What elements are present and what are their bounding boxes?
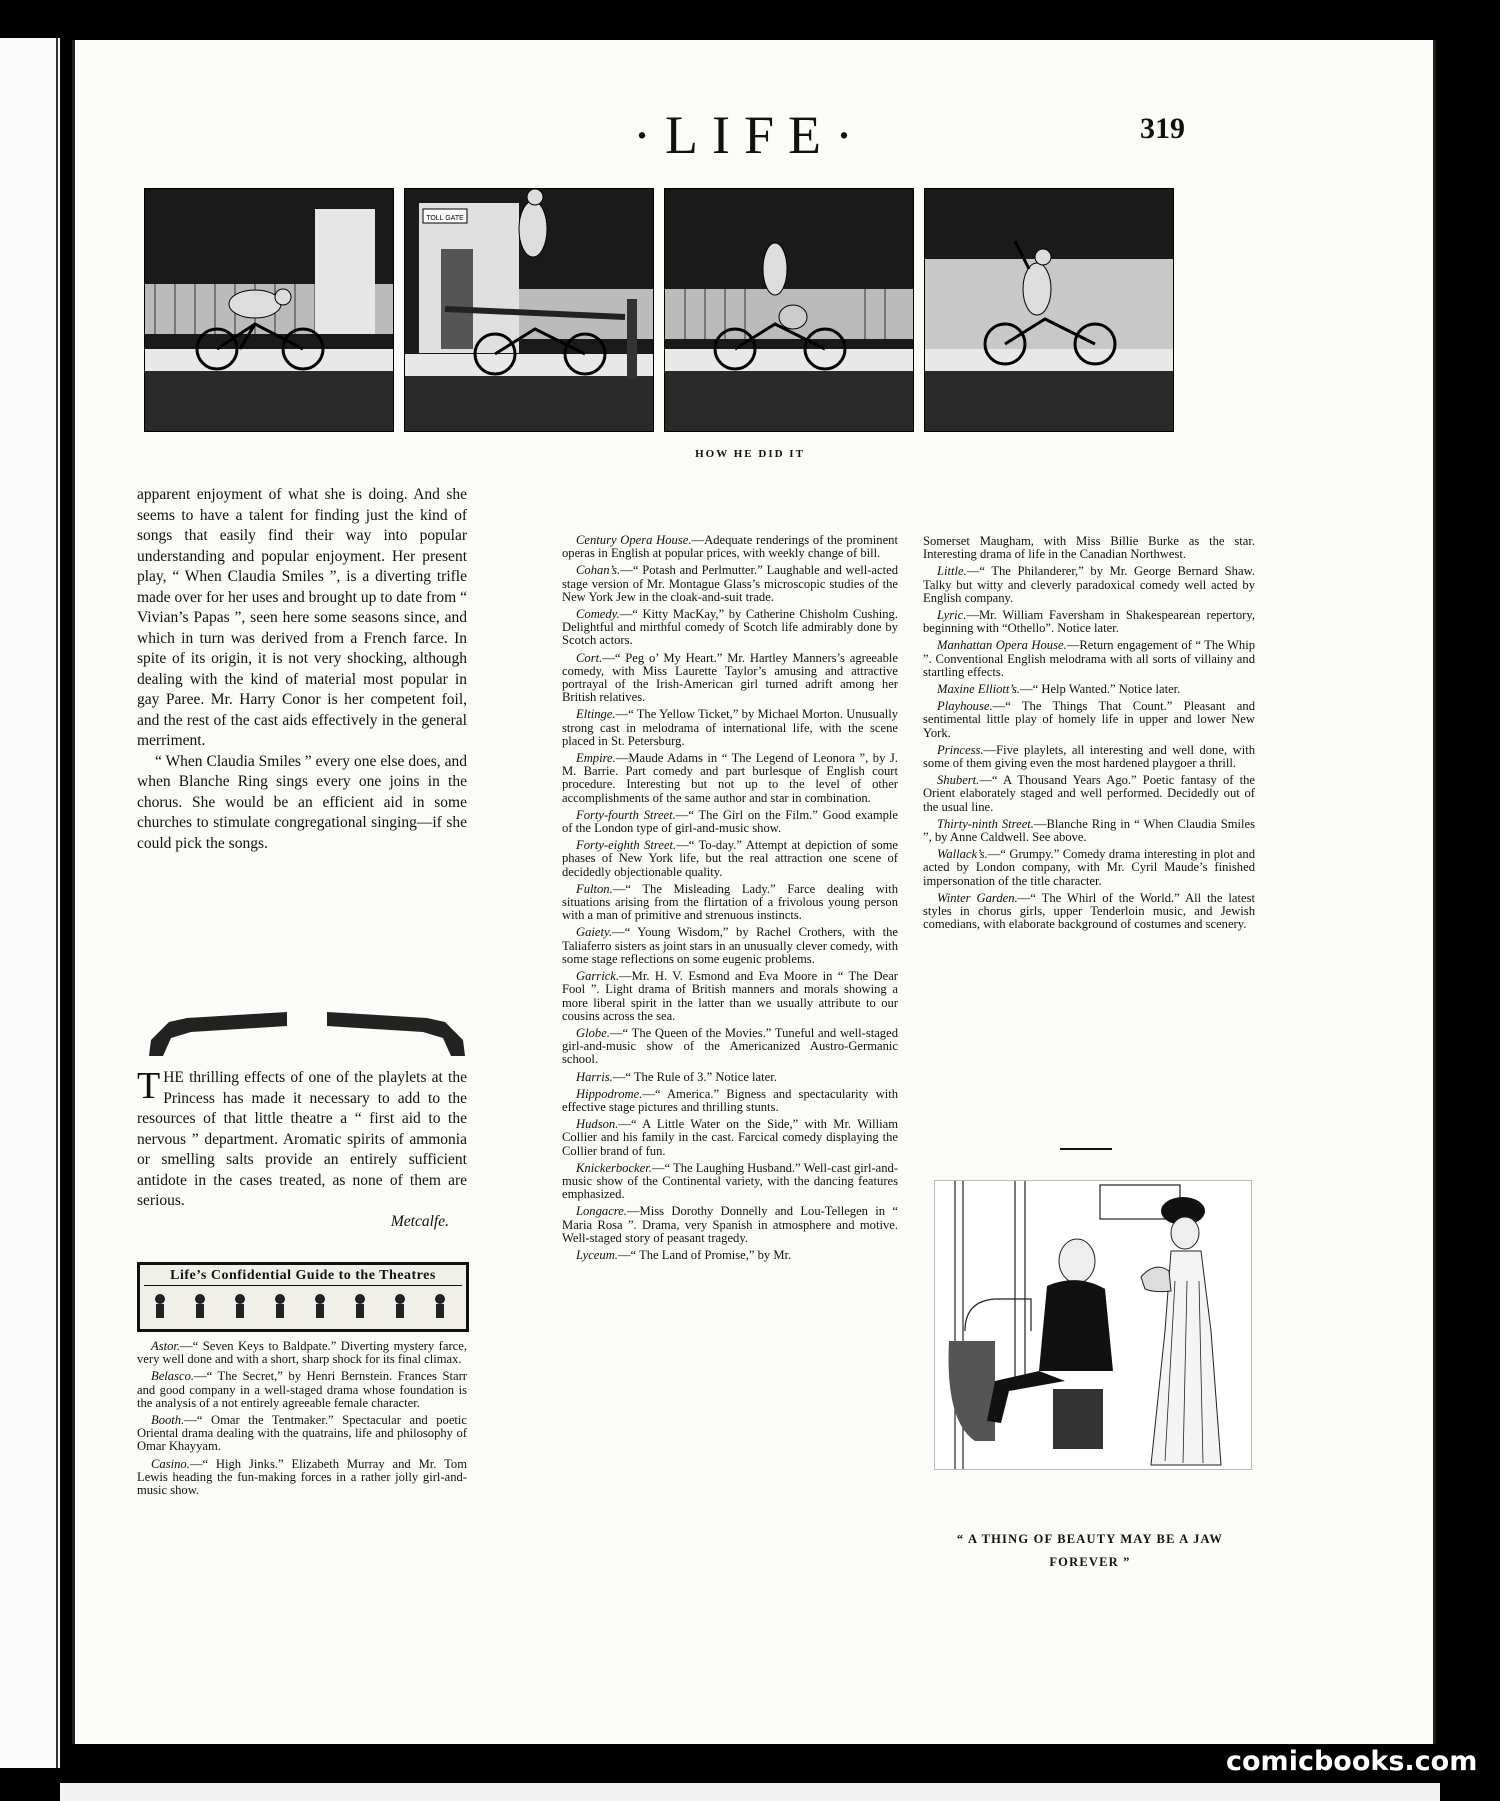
drop-cap: T [137,1065,161,1107]
guide-entry: Knickerbocker.—“ The Laughing Husband.” Well-cast girl-and-music show of the Continental variety, with the dancing features emphasized. [562,1160,899,1202]
guide-entry: Maxine Elliott’s.—“ Help Wanted.” Notice later. [937,682,1181,697]
theatre-guide-title: Life’s Confidential Guide to the Theatres [144,1268,462,1286]
comic-panel-1 [144,188,394,432]
author-signature: Metcalfe. [390,1212,449,1230]
comic-panel-3 [664,188,914,432]
guide-entry: Playhouse.—“ The Things That Count.” Pleasant and sentimental little play of homely life in upper and lower New York. [923,699,1255,740]
theatre-guide-banner [137,1262,469,1332]
guide-entry: Comedy.—“ Kitty MacKay,” by Catherine Chisholm Cushing. Delightful and mirthful comedy of Scotch life admirably done by Scotch actors. [562,607,898,648]
previous-page-edge [0,38,60,1768]
dueling-pistols-illustration [137,1000,477,1060]
theatre-guide-column-3 [923,535,1255,935]
guide-entry: Empire.—Maude Adams in “ The Legend of Leonora ”, by J. M. Barrie. Part comedy and part burlesque of English court procedure. Interesting but not up to the level of other accomplishments of the same author and star in combination. [562,751,898,805]
guide-entry: Booth.—“ Omar the Tentmaker.” Spectacular and poetic Oriental drama dealing with the quatrains, life and philosophy of Omar Khayyam. [137,1413,467,1454]
guide-entry: Winter Garden.—“ The Whirl of the World.” All the latest styles in chorus girls, upper Tenderloin music, and Jewish comedians, with elaborate background of costumes and scenery. [923,890,1255,932]
guide-entry: Forty-eighth Street.—“ To-day.” Attempt at depiction of some phases of New York life, but the real attraction one scene of decidedly objectionable quality. [562,838,899,879]
theatre-guide-column-1 [137,1340,467,1501]
guide-entry: Forty-fourth Street.—“ The Girl on the Film.” Good example of the London type of girl-and-music show. [562,807,898,836]
article-paragraph: “ When Claudia Smiles ” every one else does, and when Blanche Ring sings every one joins in the chorus. She would be an efficient aid in some churches to stimulate congregational singing—if she could pick the songs. [137,752,467,852]
guide-entry: Cohan’s.—“ Potash and Perlmutter.” Laughable and well-acted stage version of Mr. Montague Glass’s microscopic studies of the New York Jew in the cloak-and-suit trade. [562,563,898,604]
thrill-article [137,1065,467,1232]
parlor-illustration [934,1180,1252,1470]
guide-entry: Thirty-ninth Street.—Blanche Ring in “ When Claudia Smiles ”, by Anne Caldwell. See above. [923,816,1255,845]
thrill-text: HE thrilling effects of one of the playlets at the Princess has made it necessary to add to the resources of that little theatre a “ first aid to the nervous ” department. Aromatic spirits of ammonia or smelling salts provide an entirely sufficient antidote in the cases treated, as none of them are serious. [137,1069,467,1209]
guide-entry: Lyric.—Mr. William Faversham in Shakespearean repertory, beginning with “Othello”. Notice later. [923,608,1255,636]
comic-strip-caption: HOW HE DID IT [695,448,805,460]
column-1-article [137,485,467,854]
guide-entry: Gaiety.—“ Young Wisdom,” by Rachel Crothers, with the Taliaferro sisters as joint stars in an unusually clever comedy, with some stage reflections on some eugenic problems. [562,925,898,966]
guide-entry: Lyceum.—“ The Land of Promise,” by Mr. [576,1247,792,1262]
comic-panel-2 [404,188,654,432]
illustration-caption: “ A THING OF BEAUTY MAY BE A JAW FOREVER ” [956,1532,1224,1569]
toll-gate-sign: TOLL GATE [426,215,464,222]
guide-entry: Garrick.—Mr. H. V. Esmond and Eva Moore in “ The Dear Fool ”. Light drama of British manners and morals showing a more liberal spirit in the latter than we usually attribute to our cousins across the sea. [562,969,898,1023]
guide-entry: Belasco.—“ The Secret,” by Henri Bernstein. Frances Starr and good company in a well-staged drama whose foundation is the analysis of a not entirely agreeable female character. [137,1369,467,1410]
page-number: 319 [1140,112,1185,145]
guide-entry: Wallack’s.—“ Grumpy.” Comedy drama interesting in plot and acted by London company, with Mr. Cyril Maude’s finished impersonation of the title character. [923,847,1255,888]
guide-entry: Hippodrome.—“ America.” Bigness and spectacularity with effective stage pictures and thrilling stunts. [562,1086,898,1114]
section-divider [1060,1148,1112,1150]
guide-entry: Little.—“ The Philanderer,” by Mr. George Bernard Shaw. Talky but witty and cleverly paradoxical comedy well acted by English company. [923,564,1255,605]
guide-entry: Fulton.—“ The Misleading Lady.” Farce dealing with situations arising from the flirtation of a frivolous young person with a man of primitive and strenuous instincts. [562,881,898,923]
theatre-guide-column-2 [562,534,898,1266]
guide-entry: Hudson.—“ A Little Water on the Side,” with Mr. William Collier and his family in the cast. Farcical comedy displaying the Collier brand of fun. [562,1117,898,1158]
guide-entry: Casino.—“ High Jinks.” Elizabeth Murray and Mr. Tom Lewis heading the fun-making forces in a rather jolly girl-and-music show. [137,1456,467,1498]
guide-entry: Shubert.—“ A Thousand Years Ago.” Poetic fantasy of the Orient elaborately staged and well performed. Decidedly out of the usual line. [923,773,1255,814]
comic-panel-4 [924,188,1174,432]
guide-entry: Cort.—“ Peg o’ My Heart.” Mr. Hartley Manners’s agreeable comedy, with Miss Laurette Taylor’s amusing and attractive portrayal of the Irish-American girl turned adrift among her British relatives. [562,650,898,705]
guide-entry: Manhattan Opera House.—Return engagement of “ The Whip ”. Conventional English melodrama with all sorts of villainy and startling effects. [923,638,1256,679]
guide-entry: Princess.—Five playlets, all interesting and well done, with some of them giving even the most hardened playgoer a thrill. [923,742,1255,771]
guide-entry-continued: Somerset Maugham, with Miss Billie Burke as the star. Interesting drama of life in the Canadian Northwest. [923,534,1255,562]
guide-entry: Century Opera House.—Adequate renderings of the prominent operas in English at popular prices, with weekly change of bill. [562,533,898,561]
guide-entry: Harris.—“ The Rule of 3.” Notice later. [576,1069,777,1084]
masthead: ·LIFE· [633,105,867,165]
dancing-figures-icon [140,1291,466,1327]
guide-entry: Globe.—“ The Queen of the Movies.” Tuneful and well-staged girl-and-music show of the Americanized Austro-Germanic school. [562,1025,898,1067]
guide-entry: Eltinge.—“ The Yellow Ticket,” by Michael Morton. Unusually strong cast in melodrama of international life, with the scene placed in St. Petersburg. [562,707,898,748]
next-page-edge [60,1783,1440,1801]
comic-strip [144,188,1174,432]
guide-entry: Longacre.—Miss Dorothy Donnelly and Lou-Tellegen in “ Maria Rosa ”. Drama, very Spanish in atmosphere and motive. Well-staged story of peasant tragedy. [562,1204,898,1245]
guide-entry: Astor.—“ Seven Keys to Baldpate.” Diverting mystery farce, very well done and with a short, sharp shock for its final climax. [137,1339,467,1367]
article-paragraph: apparent enjoyment of what she is doing. And she seems to have a talent for finding just the kind of songs that easily find their way into popular understanding and popular enjoyment. Her present play, “ When Claudia Smiles ”, is a diverting trifle made over for her uses and brought up to date from “ Vivian’s Papas ”, seen here some seasons since, and which in turn was derived from a French farce. In spite of its origin, it is not very shocking, although dealing with the kind of material most popular in gay Paree. Mr. Harry Conor is her competent foil, and the rest of the cast aids effectively in the general merriment. [137,486,467,749]
site-watermark: comicbooks.com [1226,1746,1478,1777]
